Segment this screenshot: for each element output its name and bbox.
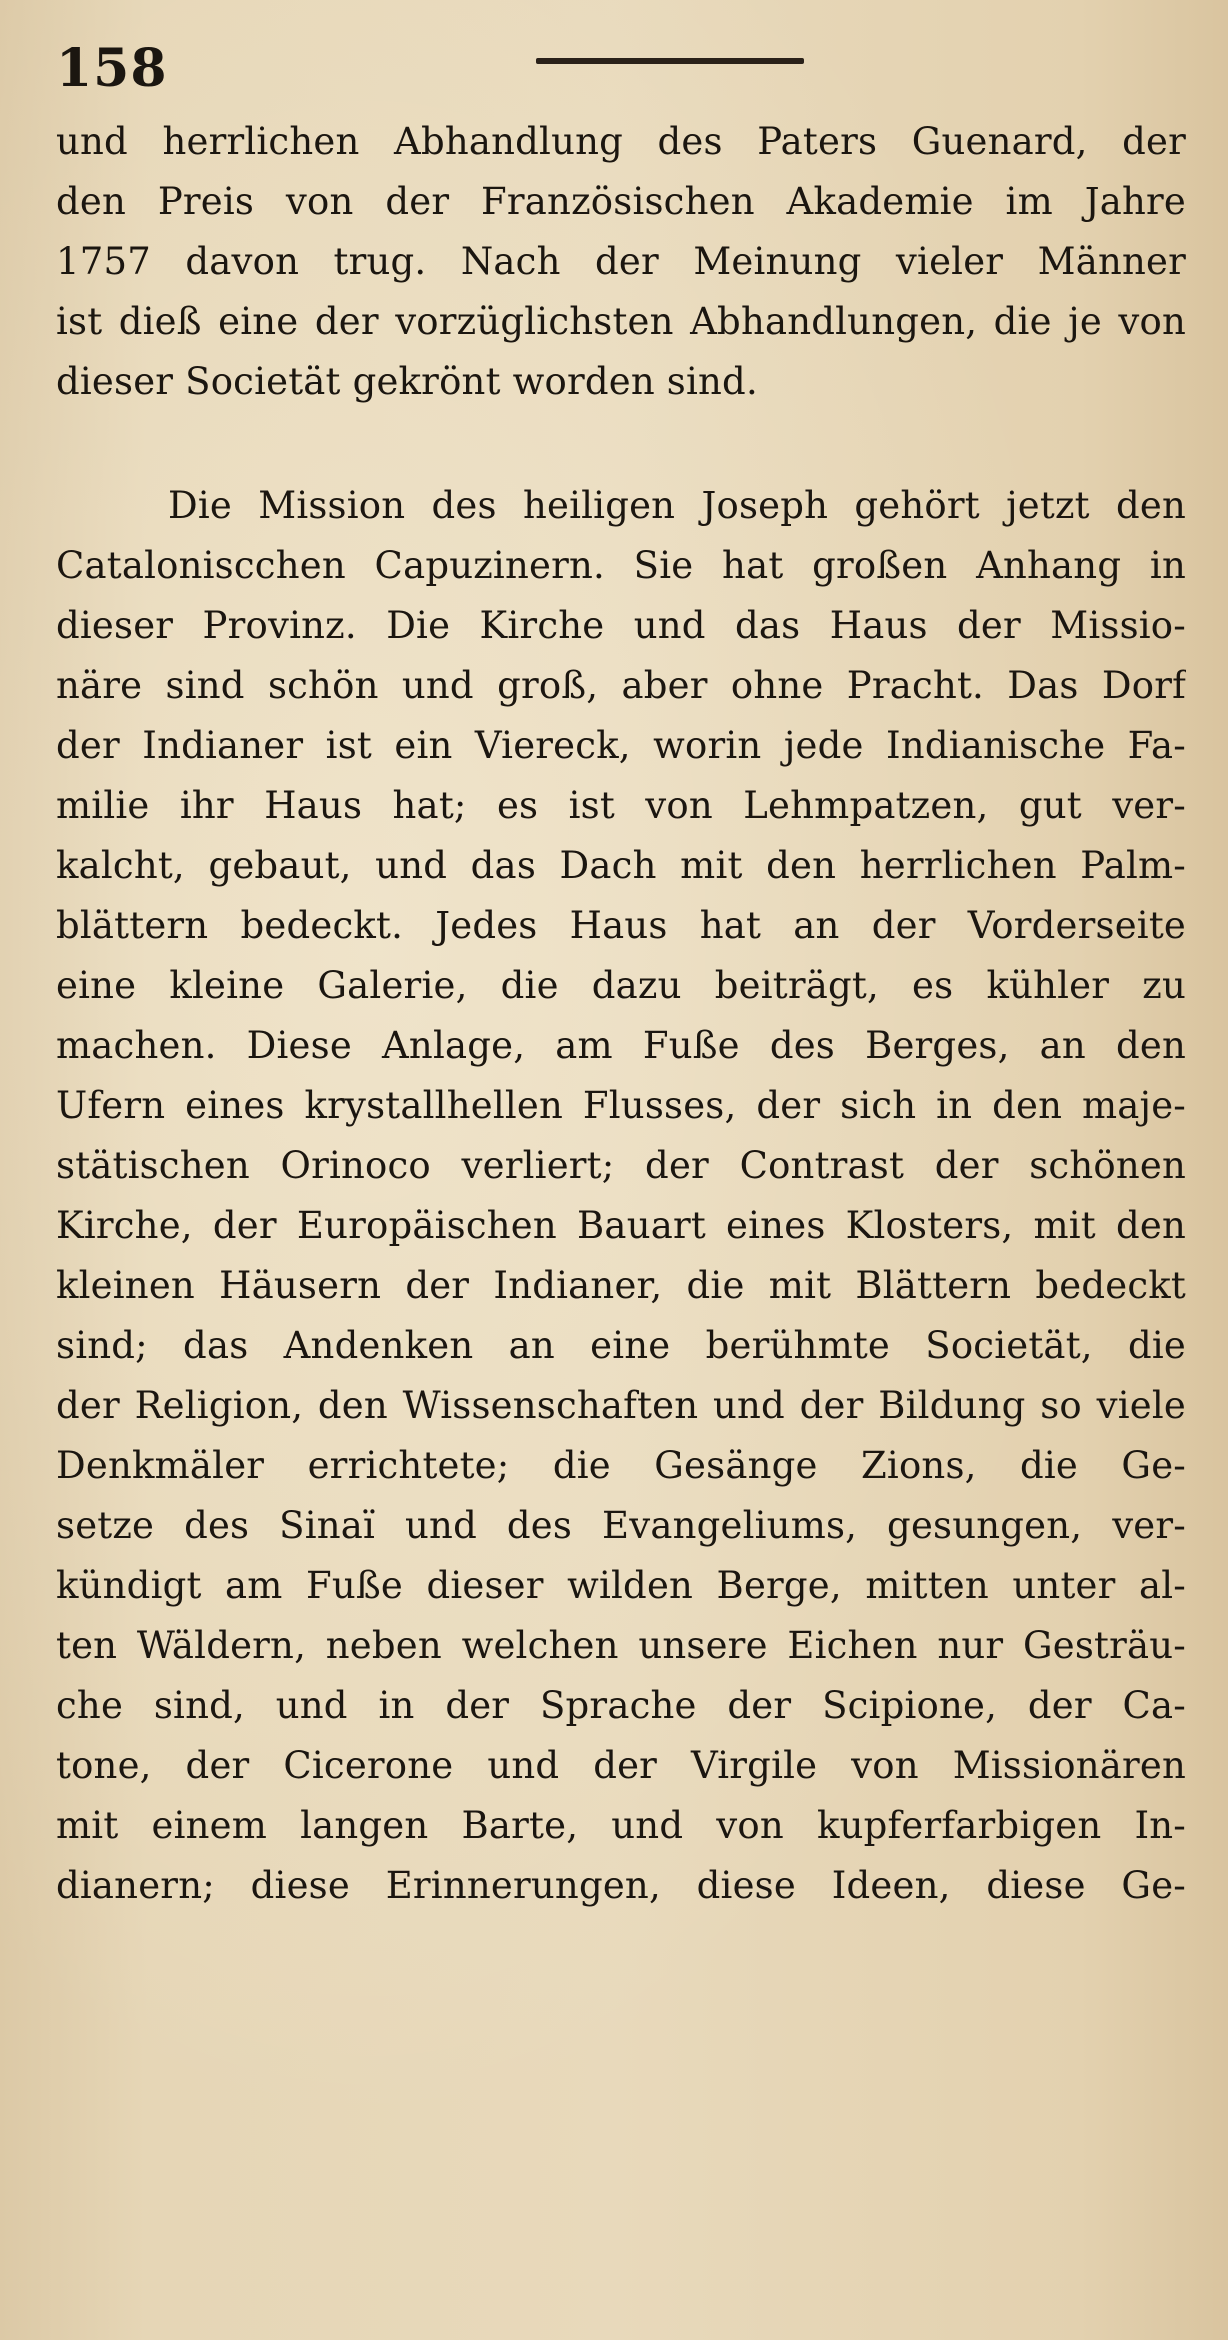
text-line: eine kleine Galerie, die dazu beiträgt, es kühler zu: [56, 964, 1186, 1007]
text-line: mit einem langen Barte, und von kupferfarbigen In-: [56, 1804, 1186, 1847]
text-line: Die Mission des heiligen Joseph gehört jetzt den: [168, 484, 1186, 527]
paragraph-1: [56, 112, 1186, 412]
text-line: der Indianer ist ein Viereck, worin jede Indianische Fa-: [56, 724, 1186, 767]
text-line: kündigt am Fuße dieser wilden Berge, mitten unter al-: [56, 1564, 1186, 1607]
text-line: kalcht, gebaut, und das Dach mit den herrlichen Palm-: [56, 844, 1186, 887]
text-line: dieser Provinz. Die Kirche und das Haus der Missio-: [56, 604, 1186, 647]
text-line: che sind, und in der Sprache der Scipione, der Ca-: [56, 1684, 1186, 1727]
page-header: [56, 28, 1176, 108]
text-line: tone, der Cicerone und der Virgile von Missionären: [56, 1744, 1186, 1787]
text-line: setze des Sinaï und des Evangeliums, gesungen, ver-: [56, 1504, 1186, 1547]
text-line: der Religion, den Wissenschaften und der Bildung so viele: [56, 1384, 1186, 1427]
text-line: den Preis von der Französischen Akademie im Jahre: [56, 180, 1186, 223]
text-line: Cataloniscchen Capuzinern. Sie hat großen Anhang in: [56, 544, 1186, 587]
text-line: blättern bedeckt. Jedes Haus hat an der Vorderseite: [56, 904, 1186, 947]
text-line: ist dieß eine der vorzüglichsten Abhandlungen, die je von: [56, 300, 1186, 343]
text-line: dieser Societät gekrönt worden sind.: [56, 360, 758, 403]
page-text: [56, 112, 1186, 1916]
text-line: kleinen Häusern der Indianer, die mit Blättern bedeckt: [56, 1264, 1186, 1307]
page-number: 158: [56, 38, 168, 99]
paragraph-2: [56, 476, 1186, 1916]
text-line: Kirche, der Europäischen Bauart eines Klosters, mit den: [56, 1204, 1186, 1247]
text-line: Ufern eines krystallhellen Flusses, der sich in den maje-: [56, 1084, 1186, 1127]
text-line: sind; das Andenken an eine berühmte Societät, die: [56, 1324, 1186, 1367]
paragraph-gap: [56, 412, 1186, 476]
text-line: und herrlichen Abhandlung des Paters Guenard, der: [56, 120, 1186, 163]
text-line: ten Wäldern, neben welchen unsere Eichen nur Gesträu-: [56, 1624, 1186, 1667]
text-line: Denkmäler errichtete; die Gesänge Zions, die Ge-: [56, 1444, 1186, 1487]
text-line: dianern; diese Erinnerungen, diese Ideen, diese Ge-: [56, 1864, 1186, 1907]
text-line: machen. Diese Anlage, am Fuße des Berges, an den: [56, 1024, 1186, 1067]
text-line: näre sind schön und groß, aber ohne Pracht. Das Dorf: [56, 664, 1186, 707]
text-line: milie ihr Haus hat; es ist von Lehmpatzen, gut ver-: [56, 784, 1186, 827]
header-rule: [536, 58, 804, 64]
text-line: stätischen Orinoco verliert; der Contrast der schönen: [56, 1144, 1186, 1187]
text-line: 1757 davon trug. Nach der Meinung vieler Männer: [56, 240, 1186, 283]
